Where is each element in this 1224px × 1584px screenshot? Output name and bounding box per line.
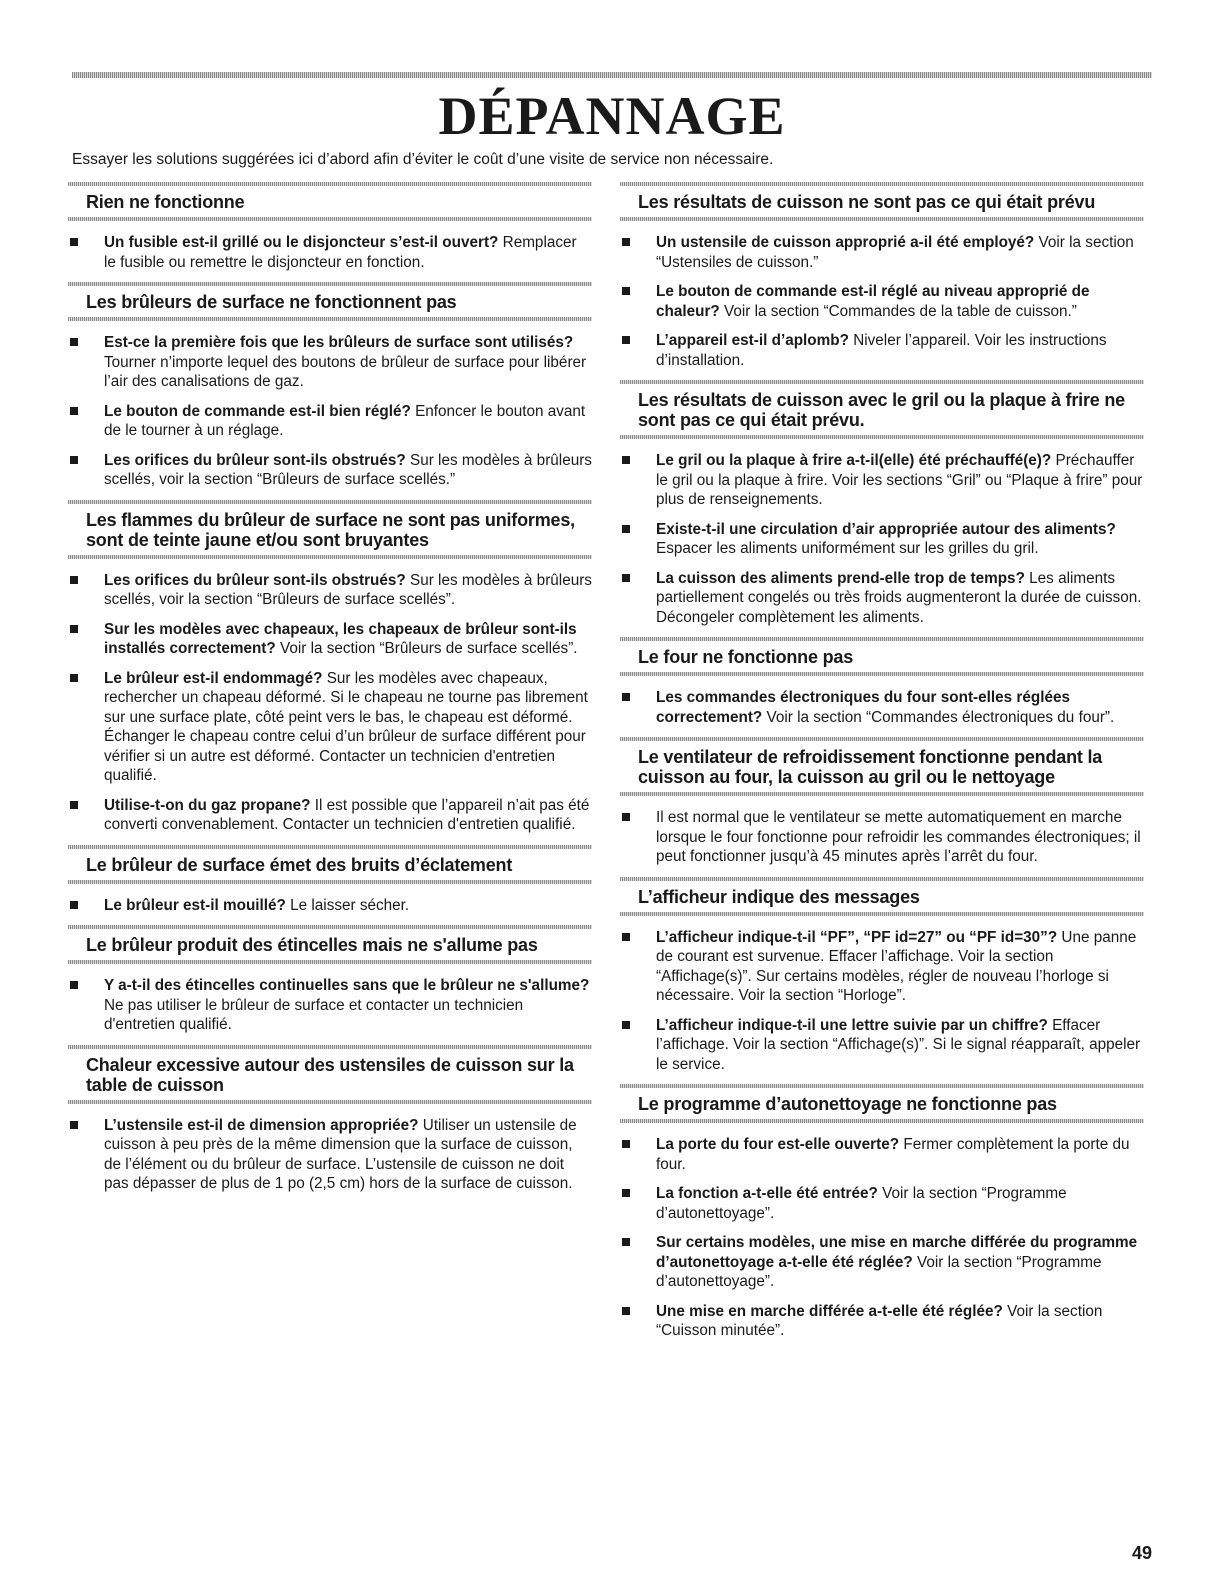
section-title: Les brûleurs de surface ne fonctionnent pas — [86, 292, 457, 312]
section-title: Le ventilateur de refroidissement fonctionne pendant la cuisson au four, la cuisson au gril ou le nettoyage — [638, 747, 1103, 787]
item-question: L’appareil est-il d’aplomb? — [656, 332, 849, 349]
item-question: Le brûleur est-il endommagé? — [104, 669, 323, 687]
item-question: Sur les modèles avec chapeaux, les chapeaux de brûleur sont-ils installés correctement? — [104, 620, 577, 657]
square-bullet-icon — [622, 525, 630, 533]
item-answer: Il est normal que le ventilateur se mette automatiquement en marche lorsque le four fonctionne pour refroidir les commandes électroniques; il peut fonctionner jusqu’à 45 minutes après l’arrêt du four. — [656, 809, 1141, 865]
list-item — [68, 451, 592, 490]
square-bullet-icon — [622, 1238, 630, 1246]
item-answer: Sur les modèles à brûleurs scellés, voir la section “Brûleurs de surface scellés”. — [104, 571, 592, 608]
left-column — [68, 182, 592, 1204]
section-header — [620, 737, 1144, 796]
item-question: Y a-t-il des étincelles continuelles sans que le brûleur ne s'allume? — [104, 977, 590, 994]
item-answer: Il est possible que l’appareil n’ait pas été converti convenablement. Contacter un technicien d'entretien qualifié. — [104, 796, 590, 833]
item-list — [68, 896, 592, 916]
item-answer: Enfoncer le bouton avant de le tourner à un réglage. — [104, 402, 586, 439]
item-list — [620, 688, 1144, 727]
list-item — [68, 669, 592, 786]
item-answer: Voir la section “Ustensiles de cuisson.” — [656, 234, 1134, 271]
troubleshooting-section — [68, 925, 592, 1035]
square-bullet-icon — [70, 238, 78, 246]
troubleshooting-section — [620, 877, 1144, 1075]
item-question: La porte du four est-elle ouverte? — [656, 1136, 900, 1153]
list-item — [620, 1233, 1144, 1292]
square-bullet-icon — [70, 801, 78, 809]
troubleshooting-section — [68, 845, 592, 916]
list-item — [68, 796, 592, 835]
section-title: Le four ne fonctionne pas — [638, 647, 854, 667]
item-question: L’afficheur indique-t-il une lettre suivie par un chiffre? — [656, 1016, 1048, 1034]
list-item — [620, 451, 1144, 510]
section-header — [620, 1084, 1144, 1123]
section-title: Les résultats de cuisson ne sont pas ce qui était prévu — [638, 192, 1096, 212]
square-bullet-icon — [622, 1307, 630, 1315]
section-title: Le programme d’autonettoyage ne fonctionne pas — [638, 1094, 1057, 1114]
square-bullet-icon — [70, 674, 78, 682]
section-header — [68, 500, 592, 559]
troubleshooting-section — [620, 1084, 1144, 1341]
item-question: Est-ce la première fois que les brûleurs de surface sont utilisés? — [104, 334, 574, 351]
list-item — [68, 402, 592, 441]
item-question: Un ustensile de cuisson approprié a-il été employé? — [656, 234, 1035, 251]
square-bullet-icon — [70, 407, 78, 415]
item-answer: Voir la section “Programme d’autonettoyage”. — [656, 1185, 1067, 1222]
page-number: 49 — [1131, 1543, 1152, 1563]
right-column — [620, 182, 1144, 1351]
list-item — [620, 1302, 1144, 1341]
item-answer: Niveler l’appareil. Voir les instructions d’installation. — [656, 332, 1107, 369]
list-item — [68, 233, 592, 272]
item-answer: Voir la section “Commandes électroniques du four”. — [762, 708, 1115, 726]
troubleshooting-section — [620, 182, 1144, 370]
list-item — [620, 928, 1144, 1006]
item-question: Les orifices du brûleur sont-ils obstrués? — [104, 571, 406, 589]
item-answer: Sur les modèles à brûleurs scellés, voir la section “Brûleurs de surface scellés.” — [104, 451, 592, 488]
section-header — [68, 925, 592, 964]
section-title: Chaleur excessive autour des ustensiles de cuisson sur la table de cuisson — [86, 1054, 574, 1095]
item-list — [620, 451, 1144, 627]
list-item — [68, 976, 592, 1035]
section-title: Les résultats de cuisson avec le gril ou la plaque à frire ne sont pas ce qui était prévu. — [638, 390, 1125, 430]
item-answer: Voir la section “Brûleurs de surface scellés”. — [275, 640, 578, 657]
square-bullet-icon — [70, 456, 78, 464]
item-answer: Effacer l’affichage. Voir la section “Affichage(s)”. Si le signal réapparaît, appeler le service. — [656, 1016, 1141, 1073]
item-answer: Remplacer le fusible ou remettre le disjoncteur en fonction. — [104, 234, 577, 271]
square-bullet-icon — [622, 1140, 630, 1148]
list-item — [620, 520, 1144, 559]
troubleshooting-section — [68, 1045, 592, 1194]
troubleshooting-section — [620, 737, 1144, 867]
list-item — [620, 1135, 1144, 1174]
item-answer: Tourner n’importe lequel des boutons de brûleur de surface pour libérer l’air des canalisations de gaz. — [104, 353, 587, 390]
square-bullet-icon — [622, 287, 630, 295]
list-item — [620, 808, 1144, 867]
square-bullet-icon — [622, 813, 630, 821]
item-list — [68, 333, 592, 490]
item-question: Sur certains modèles, une mise en marche différée du programme d’autonettoyage a-t-elle été réglée? — [656, 1234, 1138, 1271]
item-question: L’ustensile est-il de dimension appropriée? — [104, 1116, 419, 1134]
section-header — [620, 182, 1144, 221]
square-bullet-icon — [622, 456, 630, 464]
item-answer: Ne pas utiliser le brûleur de surface et contacter un technicien d'entretien qualifié. — [104, 996, 524, 1033]
item-answer: Utiliser un ustensile de cuisson à peu près de la même dimension que la surface de cuisson, de l’élément ou du brûleur de surface. L’ustensile de cuisson ne doit pas dépasser de plus de 1 po (2,5 cm) hors de la surface de cuisson. — [104, 1116, 577, 1192]
section-header — [620, 637, 1144, 676]
troubleshooting-section — [68, 500, 592, 835]
item-question: Le brûleur est-il mouillé? — [104, 896, 286, 914]
list-item — [620, 331, 1144, 370]
list-item — [620, 233, 1144, 272]
item-list — [68, 233, 592, 272]
list-item — [68, 620, 592, 659]
list-item — [620, 282, 1144, 321]
list-item — [620, 569, 1144, 628]
section-header — [68, 1045, 592, 1104]
item-answer: Le laisser sécher. — [285, 896, 410, 914]
section-title: Le brûleur de surface émet des bruits d’éclatement — [86, 854, 513, 875]
square-bullet-icon — [70, 981, 78, 989]
square-bullet-icon — [70, 625, 78, 633]
item-question: Le bouton de commande est-il réglé au niveau approprié de chaleur? — [656, 283, 1090, 320]
section-header — [620, 380, 1144, 439]
section-title: Les flammes du brûleur de surface ne sont pas uniformes, sont de teinte jaune et/ou sont bruyantes — [86, 509, 575, 550]
troubleshooting-section — [620, 637, 1144, 727]
item-question: L’afficheur indique-t-il “PF”, “PF id=27” ou “PF id=30”? — [656, 928, 1058, 946]
top-rule — [72, 72, 1152, 78]
item-list — [620, 928, 1144, 1075]
section-title: L’afficheur indique des messages — [638, 886, 920, 907]
item-question: Le bouton de commande est-il bien réglé? — [104, 402, 411, 420]
item-answer: Fermer complètement la porte du four. — [656, 1136, 1130, 1173]
item-list — [68, 976, 592, 1035]
list-item — [620, 1016, 1144, 1075]
item-answer: Sur les modèles avec chapeaux, rechercher un chapeau déformé. Si le chapeau ne tourne pas librement sur une surface plate, côté peint vers le bas, le chapeau est déformé. Échanger le chapeau contre celui d’un brûleur de surface différent pour vérifier si un autre est déformé. Contacter un technicien d'entretien qualifié. — [104, 669, 588, 784]
item-question: Le gril ou la plaque à frire a-t-il(elle) été préchauffé(e)? — [656, 452, 1052, 469]
square-bullet-icon — [70, 338, 78, 346]
square-bullet-icon — [622, 693, 630, 701]
square-bullet-icon — [70, 576, 78, 584]
section-header — [68, 282, 592, 321]
item-answer: Les aliments partiellement congelés ou très froids augmenteront la durée de cuisson. Décongeler complètement les aliments. — [656, 569, 1142, 626]
item-answer: Préchauffer le gril ou la plaque à frire. Voir les sections “Gril” ou “Plaque à frire” pour plus de renseignements. — [656, 452, 1143, 508]
item-answer: Espacer les aliments uniformément sur les grilles du gril. — [656, 540, 1039, 557]
section-header — [620, 877, 1144, 916]
list-item — [68, 1116, 592, 1194]
item-question: Un fusible est-il grillé ou le disjoncteur s’est-il ouvert? — [104, 234, 499, 251]
item-answer: Voir la section “Commandes de la table de cuisson.” — [719, 302, 1077, 320]
item-list — [620, 1135, 1144, 1341]
list-item — [68, 571, 592, 610]
item-question: Existe-t-il une circulation d’air appropriée autour des aliments? — [656, 520, 1116, 538]
square-bullet-icon — [70, 901, 78, 909]
item-question: Utilise-t-on du gaz propane? — [104, 796, 311, 814]
item-list — [68, 571, 592, 835]
list-item — [620, 688, 1144, 727]
list-item — [68, 896, 592, 916]
troubleshooting-section — [620, 380, 1144, 627]
item-question: Les commandes électroniques du four sont-elles réglées correctement? — [656, 689, 1070, 726]
page-title: DÉPANNAGE — [438, 86, 786, 146]
list-item — [68, 333, 592, 392]
item-answer: Voir la section “Cuisson minutée”. — [656, 1302, 1103, 1339]
item-question: La fonction a-t-elle été entrée? — [656, 1185, 878, 1202]
section-title: Rien ne fonctionne — [86, 192, 245, 212]
item-list — [620, 233, 1144, 370]
item-question: Une mise en marche différée a-t-elle été réglée? — [656, 1302, 1003, 1320]
square-bullet-icon — [70, 1121, 78, 1129]
section-title: Le brûleur produit des étincelles mais ne s'allume pas — [86, 935, 538, 955]
square-bullet-icon — [622, 1021, 630, 1029]
item-list — [68, 1116, 592, 1194]
troubleshooting-section — [68, 182, 592, 272]
intro-text: Essayer les solutions suggérées ici d’abord afin d’éviter le coût d’une visite de service non nécessaire. — [72, 151, 774, 168]
troubleshooting-section — [68, 282, 592, 490]
section-header — [68, 182, 592, 221]
square-bullet-icon — [622, 1189, 630, 1197]
square-bullet-icon — [622, 933, 630, 941]
item-answer: Voir la section “Programme d’autonettoyage”. — [656, 1253, 1102, 1290]
section-header — [68, 845, 592, 884]
item-question: La cuisson des aliments prend-elle trop de temps? — [656, 569, 1025, 587]
square-bullet-icon — [622, 238, 630, 246]
list-item — [620, 1184, 1144, 1223]
item-answer: Une panne de courant est survenue. Effacer l’affichage. Voir la section “Affichage(s)”. Sur certains modèles, régler de nouveau l’horloge si nécessaire. Voir la section “Horloge”. — [656, 928, 1137, 1004]
square-bullet-icon — [622, 574, 630, 582]
square-bullet-icon — [622, 336, 630, 344]
item-list — [620, 808, 1144, 867]
item-question: Les orifices du brûleur sont-ils obstrués? — [104, 451, 406, 469]
